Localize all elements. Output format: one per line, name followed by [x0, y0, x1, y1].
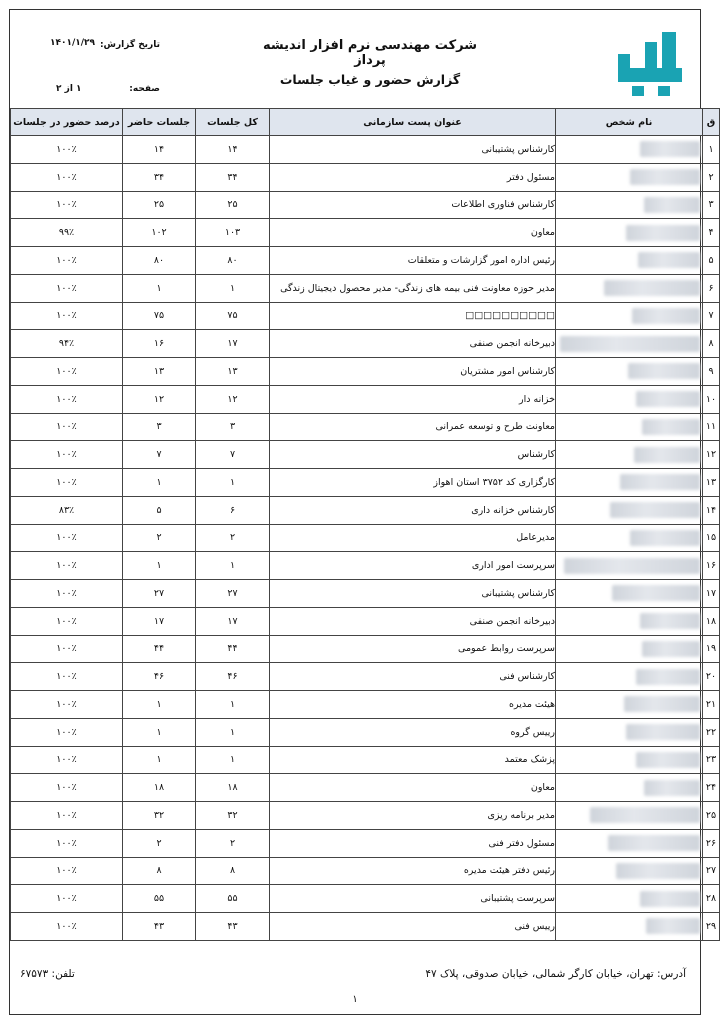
- present-sessions: ۱: [123, 691, 196, 719]
- attendance-percent: ۱۰۰٪: [11, 163, 123, 191]
- present-sessions: ۴۳: [123, 913, 196, 941]
- row-index: ۶: [703, 274, 720, 302]
- table-row: [11, 718, 720, 746]
- table-row: [11, 746, 720, 774]
- attendance-percent: ۸۳٪: [11, 496, 123, 524]
- org-post: معاونت طرح و توسعه عمرانی: [270, 413, 556, 441]
- column-header-name[interactable]: نام شخص: [556, 109, 703, 136]
- present-sessions: ۳: [123, 413, 196, 441]
- attendance-percent: ۱۰۰٪: [11, 607, 123, 635]
- present-sessions: ۲۵: [123, 191, 196, 219]
- row-index: ۴: [703, 219, 720, 247]
- row-index: ۱۰: [703, 385, 720, 413]
- redacted-name-block: [630, 169, 700, 185]
- attendance-percent: ۱۰۰٪: [11, 274, 123, 302]
- redacted-name-block: [642, 419, 700, 435]
- row-index: ۲۵: [703, 802, 720, 830]
- person-name-redacted: [556, 358, 703, 386]
- table-row: [11, 274, 720, 302]
- redacted-name-block: [564, 558, 700, 574]
- person-name-redacted: [556, 607, 703, 635]
- table-row: [11, 413, 720, 441]
- total-sessions: ۲۷: [196, 580, 270, 608]
- table-row: [11, 885, 720, 913]
- present-sessions: ۵: [123, 496, 196, 524]
- org-post: کارشناس پشتیبانی: [270, 136, 556, 164]
- redacted-name-block: [644, 780, 700, 796]
- org-post: کارگزاری کد ۳۷۵۲ استان اهواز: [270, 469, 556, 497]
- person-name-redacted: [556, 885, 703, 913]
- person-name-redacted: [556, 718, 703, 746]
- column-header-present[interactable]: جلسات حاضر: [123, 109, 196, 136]
- attendance-percent: ۱۰۰٪: [11, 885, 123, 913]
- row-index: ۲۳: [703, 746, 720, 774]
- total-sessions: ۱۷: [196, 607, 270, 635]
- column-header-post[interactable]: عنوان پست سازمانی: [270, 109, 556, 136]
- org-post: رییس فنی: [270, 913, 556, 941]
- table-row: [11, 358, 720, 386]
- report-date-label: تاریخ گزارش:: [99, 40, 160, 50]
- row-index: ۵: [703, 247, 720, 275]
- footer-address: آدرس: تهران، خیابان کارگر شمالی، خیابان صدوقی، پلاک ۴۷: [425, 968, 686, 980]
- attendance-percent: ۱۰۰٪: [11, 413, 123, 441]
- org-post: معاون: [270, 219, 556, 247]
- org-post: کارشناس امور مشتریان: [270, 358, 556, 386]
- attendance-percent: ۱۰۰٪: [11, 663, 123, 691]
- present-sessions: ۱: [123, 552, 196, 580]
- present-sessions: ۳۲: [123, 802, 196, 830]
- table-row: [11, 691, 720, 719]
- table-row: [11, 163, 720, 191]
- redacted-name-block: [630, 530, 700, 546]
- present-sessions: ۱: [123, 718, 196, 746]
- total-sessions: ۱: [196, 746, 270, 774]
- redacted-name-block: [590, 807, 700, 823]
- total-sessions: ۱۸: [196, 774, 270, 802]
- org-post: خزانه دار: [270, 385, 556, 413]
- column-header-total[interactable]: کل جلسات: [196, 109, 270, 136]
- redacted-name-block: [636, 391, 700, 407]
- table-row: [11, 330, 720, 358]
- redacted-name-block: [608, 835, 700, 851]
- attendance-percent: ۱۰۰٪: [11, 580, 123, 608]
- total-sessions: ۷۵: [196, 302, 270, 330]
- report-page: [9, 9, 717, 1015]
- table-row: [11, 469, 720, 497]
- org-post: سرپرست روابط عمومی: [270, 635, 556, 663]
- table-row: [11, 552, 720, 580]
- company-logo: [618, 32, 682, 96]
- org-post: مسئول دفتر فنی: [270, 829, 556, 857]
- total-sessions: ۷: [196, 441, 270, 469]
- org-post: مدیر حوزه معاونت فنی بیمه های زندگی- مدیر محصول دیجیتال زندگی: [270, 274, 556, 302]
- redacted-name-block: [640, 891, 700, 907]
- attendance-percent: ۱۰۰٪: [11, 691, 123, 719]
- attendance-percent: ۱۰۰٪: [11, 746, 123, 774]
- present-sessions: ۴۶: [123, 663, 196, 691]
- row-index: ۲۰: [703, 663, 720, 691]
- report-title: گزارش حضور و غیاب جلسات: [279, 72, 461, 87]
- org-post: کارشناس فنی: [270, 663, 556, 691]
- person-name-redacted: [556, 746, 703, 774]
- attendance-percent: ۱۰۰٪: [11, 635, 123, 663]
- redacted-name-block: [644, 197, 700, 213]
- table-header-row: [11, 109, 720, 136]
- total-sessions: ۲: [196, 524, 270, 552]
- present-sessions: ۱: [123, 274, 196, 302]
- total-sessions: ۱۳: [196, 358, 270, 386]
- present-sessions: ۱: [123, 746, 196, 774]
- redacted-name-block: [636, 752, 700, 768]
- row-index: ۱۸: [703, 607, 720, 635]
- row-index: ۲۹: [703, 913, 720, 941]
- present-sessions: ۱۷: [123, 607, 196, 635]
- person-name-redacted: [556, 774, 703, 802]
- row-index: ۳: [703, 191, 720, 219]
- attendance-percent: ۱۰۰٪: [11, 913, 123, 941]
- person-name-redacted: [556, 330, 703, 358]
- org-post: رییس گروه: [270, 718, 556, 746]
- org-post: □□□□□□□□□□: [270, 302, 556, 330]
- redacted-name-block: [642, 641, 700, 657]
- page-number: ۱: [352, 994, 358, 1005]
- org-post: مسئول دفتر: [270, 163, 556, 191]
- person-name-redacted: [556, 663, 703, 691]
- table-row: [11, 302, 720, 330]
- present-sessions: ۱۲: [123, 385, 196, 413]
- table-row: [11, 496, 720, 524]
- footer-phone: تلفن: ۶۷۵۷۳: [20, 968, 75, 980]
- redacted-name-block: [610, 502, 700, 518]
- redacted-name-block: [634, 447, 700, 463]
- present-sessions: ۵۵: [123, 885, 196, 913]
- row-index: ۱۴: [703, 496, 720, 524]
- redacted-name-block: [626, 724, 700, 740]
- row-index: ۱: [703, 136, 720, 164]
- report-date: ۱۴۰۱/۱/۲۹: [50, 38, 96, 48]
- person-name-redacted: [556, 191, 703, 219]
- present-sessions: ۸۰: [123, 247, 196, 275]
- row-index: ۱۹: [703, 635, 720, 663]
- table-row: [11, 441, 720, 469]
- total-sessions: ۲۵: [196, 191, 270, 219]
- row-index: ۲۲: [703, 718, 720, 746]
- attendance-percent: ۱۰۰٪: [11, 358, 123, 386]
- row-index: ۱۳: [703, 469, 720, 497]
- total-sessions: ۲: [196, 829, 270, 857]
- attendance-percent: ۱۰۰٪: [11, 441, 123, 469]
- redacted-name-block: [560, 336, 700, 352]
- attendance-percent: ۱۰۰٪: [11, 829, 123, 857]
- total-sessions: ۱: [196, 691, 270, 719]
- attendance-percent: ۱۰۰٪: [11, 802, 123, 830]
- org-post: هیئت مدیره: [270, 691, 556, 719]
- attendance-percent: ۱۰۰٪: [11, 857, 123, 885]
- present-sessions: ۲: [123, 829, 196, 857]
- org-post: کارشناس فناوری اطلاعات: [270, 191, 556, 219]
- redacted-name-block: [638, 252, 700, 268]
- person-name-redacted: [556, 441, 703, 469]
- total-sessions: ۸۰: [196, 247, 270, 275]
- present-sessions: ۴۴: [123, 635, 196, 663]
- redacted-name-block: [624, 696, 700, 712]
- redacted-name-block: [616, 863, 700, 879]
- row-index: ۲: [703, 163, 720, 191]
- person-name-redacted: [556, 580, 703, 608]
- table-row: [11, 663, 720, 691]
- person-name-redacted: [556, 857, 703, 885]
- person-name-redacted: [556, 635, 703, 663]
- org-post: مدیر برنامه ریزی: [270, 802, 556, 830]
- total-sessions: ۱: [196, 552, 270, 580]
- table-row: [11, 136, 720, 164]
- redacted-name-block: [632, 308, 700, 324]
- total-sessions: ۸: [196, 857, 270, 885]
- redacted-name-block: [646, 918, 700, 934]
- person-name-redacted: [556, 552, 703, 580]
- present-sessions: ۷: [123, 441, 196, 469]
- page-value: ۱ از ۲: [56, 84, 82, 94]
- org-post: دبیرخانه انجمن صنفی: [270, 330, 556, 358]
- person-name-redacted: [556, 691, 703, 719]
- table-row: [11, 774, 720, 802]
- redacted-name-block: [604, 280, 700, 296]
- table-row: [11, 191, 720, 219]
- row-index: ۲۴: [703, 774, 720, 802]
- redacted-name-block: [640, 613, 700, 629]
- table-row: [11, 913, 720, 941]
- table-row: [11, 635, 720, 663]
- total-sessions: ۱۲: [196, 385, 270, 413]
- person-name-redacted: [556, 136, 703, 164]
- attendance-percent: ۱۰۰٪: [11, 302, 123, 330]
- redacted-name-block: [626, 225, 700, 241]
- total-sessions: ۱: [196, 274, 270, 302]
- org-post: رئیس اداره امور گزارشات و متعلقات: [270, 247, 556, 275]
- page-label: صفحه:: [129, 84, 160, 94]
- attendance-percent: ۱۰۰٪: [11, 552, 123, 580]
- person-name-redacted: [556, 524, 703, 552]
- present-sessions: ۲۷: [123, 580, 196, 608]
- org-post: دبیرخانه انجمن صنفی: [270, 607, 556, 635]
- row-index: ۱۷: [703, 580, 720, 608]
- attendance-percent: ۱۰۰٪: [11, 385, 123, 413]
- person-name-redacted: [556, 829, 703, 857]
- column-header-percent[interactable]: درصد حضور در جلسات: [11, 109, 123, 136]
- total-sessions: ۴۳: [196, 913, 270, 941]
- total-sessions: ۱۴: [196, 136, 270, 164]
- row-index: ۱۵: [703, 524, 720, 552]
- org-post: رئیس دفتر هیئت مدیره: [270, 857, 556, 885]
- total-sessions: ۳: [196, 413, 270, 441]
- table-row: [11, 857, 720, 885]
- table-row: [11, 802, 720, 830]
- attendance-percent: ۹۴٪: [11, 330, 123, 358]
- row-index: ۸: [703, 330, 720, 358]
- table-row: [11, 607, 720, 635]
- org-post: سرپرست امور اداری: [270, 552, 556, 580]
- total-sessions: ۴۴: [196, 635, 270, 663]
- present-sessions: ۱۰۲: [123, 219, 196, 247]
- present-sessions: ۱۴: [123, 136, 196, 164]
- attendance-percent: ۱۰۰٪: [11, 247, 123, 275]
- present-sessions: ۱۶: [123, 330, 196, 358]
- table-row: [11, 385, 720, 413]
- total-sessions: ۴۶: [196, 663, 270, 691]
- total-sessions: ۶: [196, 496, 270, 524]
- attendance-percent: ۱۰۰٪: [11, 774, 123, 802]
- total-sessions: ۵۵: [196, 885, 270, 913]
- org-post: سرپرست پشتیبانی: [270, 885, 556, 913]
- row-index: ۱۲: [703, 441, 720, 469]
- attendance-percent: ۱۰۰٪: [11, 136, 123, 164]
- org-post: مدیرعامل: [270, 524, 556, 552]
- total-sessions: ۳۴: [196, 163, 270, 191]
- org-post: کارشناس: [270, 441, 556, 469]
- org-post: پزشک معتمد: [270, 746, 556, 774]
- person-name-redacted: [556, 247, 703, 275]
- person-name-redacted: [556, 385, 703, 413]
- table-row: [11, 829, 720, 857]
- column-header-index[interactable]: ق: [703, 109, 720, 136]
- company-name: شرکت مهندسی نرم افزار اندیشه پرداز: [262, 38, 477, 68]
- redacted-name-block: [628, 363, 700, 379]
- redacted-name-block: [640, 141, 700, 157]
- present-sessions: ۱: [123, 469, 196, 497]
- total-sessions: ۱: [196, 718, 270, 746]
- row-index: ۲۷: [703, 857, 720, 885]
- table-row: [11, 524, 720, 552]
- row-index: ۱۶: [703, 552, 720, 580]
- attendance-percent: ۱۰۰٪: [11, 469, 123, 497]
- redacted-name-block: [620, 474, 700, 490]
- person-name-redacted: [556, 163, 703, 191]
- attendance-percent: ۱۰۰٪: [11, 191, 123, 219]
- present-sessions: ۳۴: [123, 163, 196, 191]
- person-name-redacted: [556, 413, 703, 441]
- row-index: ۲۸: [703, 885, 720, 913]
- present-sessions: ۱۸: [123, 774, 196, 802]
- redacted-name-block: [612, 585, 700, 601]
- redacted-name-block: [636, 669, 700, 685]
- present-sessions: ۸: [123, 857, 196, 885]
- person-name-redacted: [556, 913, 703, 941]
- attendance-table: [10, 108, 720, 941]
- present-sessions: ۷۵: [123, 302, 196, 330]
- report-header: [10, 10, 700, 108]
- table-row: [11, 247, 720, 275]
- person-name-redacted: [556, 274, 703, 302]
- org-post: معاون: [270, 774, 556, 802]
- person-name-redacted: [556, 496, 703, 524]
- attendance-percent: ۹۹٪: [11, 219, 123, 247]
- person-name-redacted: [556, 302, 703, 330]
- table-row: [11, 219, 720, 247]
- row-index: ۷: [703, 302, 720, 330]
- row-index: ۲۶: [703, 829, 720, 857]
- total-sessions: ۳۲: [196, 802, 270, 830]
- person-name-redacted: [556, 469, 703, 497]
- present-sessions: ۲: [123, 524, 196, 552]
- row-index: ۹: [703, 358, 720, 386]
- table-row: [11, 580, 720, 608]
- total-sessions: ۱: [196, 469, 270, 497]
- org-post: کارشناس خزانه داری: [270, 496, 556, 524]
- person-name-redacted: [556, 219, 703, 247]
- org-post: کارشناس پشتیبانی: [270, 580, 556, 608]
- total-sessions: ۱۷: [196, 330, 270, 358]
- total-sessions: ۱۰۳: [196, 219, 270, 247]
- attendance-percent: ۱۰۰٪: [11, 718, 123, 746]
- attendance-percent: ۱۰۰٪: [11, 524, 123, 552]
- present-sessions: ۱۳: [123, 358, 196, 386]
- row-index: ۲۱: [703, 691, 720, 719]
- row-index: ۱۱: [703, 413, 720, 441]
- person-name-redacted: [556, 802, 703, 830]
